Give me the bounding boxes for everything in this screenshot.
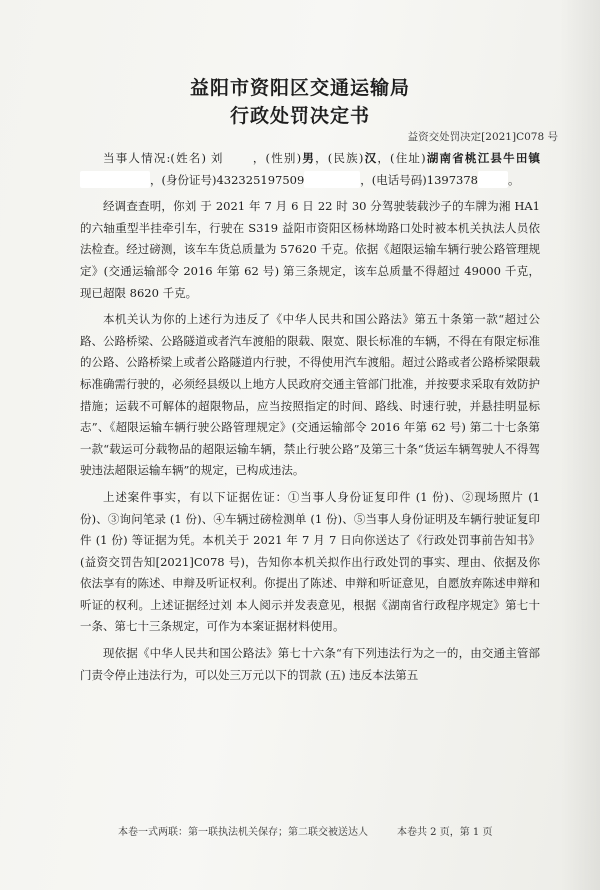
agency-title: 益阳市资阳区交通运输局 bbox=[189, 77, 410, 99]
document-body bbox=[80, 148, 540, 691]
violation-paragraph: 本机关认为你的上述行为违反了《中华人民共和国公路法》第五十条第一款“超过公路、公路桥梁、公路隧道或者汽车渡船的限载、限宽、限长标准的车辆，不得在有限定标准的公路、公路桥梁上或者公路隧道内行驶，不得使用汽车渡船。超过公路或者公路桥梁限载标准确需行驶的，必须经县级以上地方人民政府交通主管部门批准，并按要求采取有效防护措施；运载不可解体的超限物品，应当按照指定的时间、路线、时速行驶，并悬挂明显标志”、《超限运输车辆行驶公路管理规定》(交通运输部令 2016 年第 62 号) 第二十七条第一款“载运可分载物品的超限运输车辆，禁止行驶公路”及第三十条“货运车辆驾驶人不得驾驶违法超限运输车辆”的规定，已构成违法。 bbox=[80, 312, 540, 478]
redaction-mask bbox=[80, 171, 150, 188]
penalty-basis-paragraph: 现依据《中华人民共和国公路法》第七十六条“有下列违法行为之一的，由交通主管部门责令停止违法行为，可以处三万元以下的罚款 (五) 违反本法第五 bbox=[80, 646, 540, 682]
name-label: (姓名) bbox=[170, 151, 207, 165]
document-number: 益资交处罚决定[2021]C078 号 bbox=[407, 131, 558, 143]
redaction-mask bbox=[478, 171, 508, 188]
redaction-mask bbox=[304, 171, 360, 188]
ethnicity-label: (民族) bbox=[327, 151, 364, 165]
party-name: 刘 bbox=[210, 151, 224, 165]
footer-copies-note: 本卷一式两联：第一联执法机关保存；第二联交被送达人 bbox=[118, 827, 368, 838]
id-label: (身份证号) bbox=[161, 172, 217, 187]
gender-label: (性别) bbox=[265, 151, 302, 165]
party-gender: 男 bbox=[301, 151, 316, 165]
address-label: (住址) bbox=[390, 151, 426, 165]
party-ethnicity: 汉 bbox=[363, 151, 378, 165]
phone-label: (电话号码) bbox=[371, 172, 427, 187]
party-info-paragraph: 当事人情况:(姓名) 刘 ，(性别)男，(民族)汉，(住址)湖南省桃江县牛田镇，(身份证号)432325197509 ，(电话号码)1397378 。 bbox=[80, 148, 540, 191]
party-address: 湖南省桃江县牛田镇 bbox=[425, 151, 541, 165]
party-label: 当事人情况: bbox=[103, 151, 171, 165]
document-title: 行政处罚决定书 bbox=[229, 105, 370, 127]
page-shadow bbox=[560, 0, 600, 890]
party-id-number: 432325197509 bbox=[216, 172, 305, 187]
evidence-paragraph: 上述案件事实，有以下证据佐证：①当事人身份证复印件 (1 份)、②现场照片 (1 份)、③询问笔录 (1 份)、④车辆过磅检测单 (1 份)、⑤当事人身份证明及车辆行驶证复印件 (1 份) 等证据为凭。本机关于 2021 年 7 月 7 日向你送达了《行政处罚事前告知书》(益资交罚告知[2021]C078 号)，告知你本机关拟作出行政处罚的事实、理由、依据及你依法享有的陈述、申辩及听证权利。你提出了陈述、申辩和听证意见，自愿放弃陈述申辩和听证的权利。上述证据经过刘 本人阅示并发表意见，根据《湖南省行政程序规定》第七十一条、第七十三条规定，可作为本案证据材料使用。 bbox=[80, 489, 540, 634]
footer-page-number: 本卷共 2 页，第 1 页 bbox=[397, 827, 493, 838]
party-phone: 1397378 bbox=[426, 172, 478, 187]
facts-paragraph: 经调查查明，你刘 于 2021 年 7 月 6 日 22 时 30 分驾驶装载沙子的车牌为湘 HA1 的六轴重型半挂牵引车，行驶在 S319 益阳市资阳区杨林坳路口处时被本机关执法人员依法检查。经过磅测，该车车货总质量为 57620 千克。依据《超限运输车辆行驶公路管理规定》(交通运输部令 2016 年第 62 号) 第三条规定，该车总质量不得超过 49000 千克，现已超限 8620 千克。 bbox=[80, 199, 540, 300]
